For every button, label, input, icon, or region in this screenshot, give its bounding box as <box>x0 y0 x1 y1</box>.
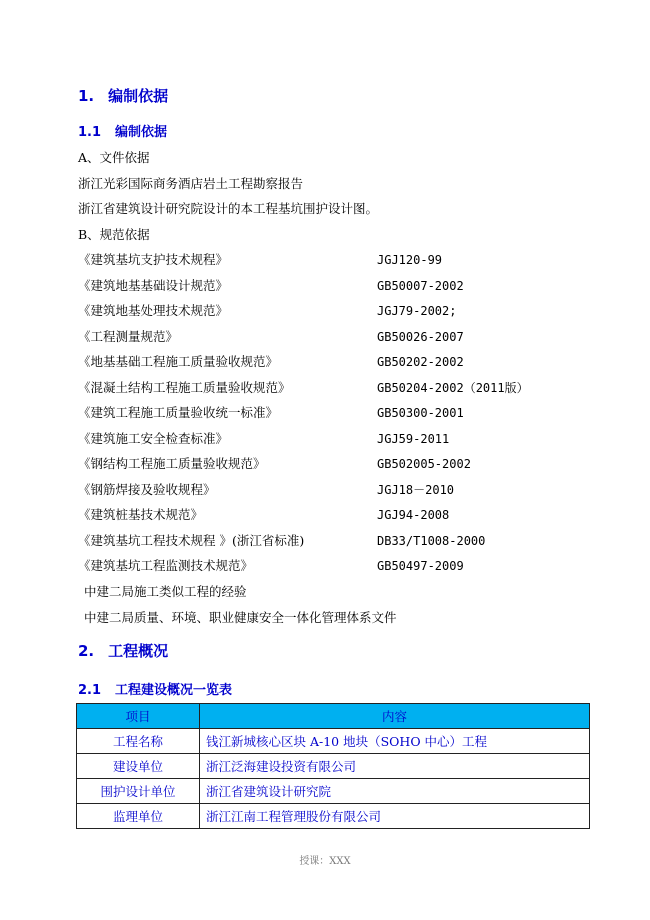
table-cell-label: 监理单位 <box>77 804 200 829</box>
spec-code: GB50026-2007 <box>377 330 464 344</box>
spec-title: 《钢筋焊接及验收规程》 <box>78 482 216 497</box>
spec-title: 《建筑桩基技术规范》 <box>78 507 204 522</box>
spec-code: GB502005-2002 <box>377 457 471 471</box>
section-1-title: 编制依据 <box>108 87 169 105</box>
spec-basis-heading: B、规范依据 <box>78 227 150 242</box>
spec-title: 《地基基础工程施工质量验收规范》 <box>78 354 279 369</box>
doc-item: 浙江光彩国际商务酒店岩土工程勘察报告 <box>78 176 304 191</box>
spec-code: GB50204-2002（2011版） <box>377 381 529 395</box>
spec-code: GB50497-2009 <box>377 559 464 573</box>
spec-title: 《建筑工程施工质量验收统一标准》 <box>78 405 279 420</box>
section-1-number: 1. <box>78 87 95 105</box>
spec-title: 《建筑施工安全检查标准》 <box>78 431 229 446</box>
table-header-row <box>77 704 590 729</box>
table-cell-label: 围护设计单位 <box>77 779 200 804</box>
spec-code: JGJ94-2008 <box>377 508 450 522</box>
section-1-heading <box>78 85 168 106</box>
reference-note: 中建二局施工类似工程的经验 <box>84 584 247 599</box>
spec-title: 《建筑基坑支护技术规程》 <box>78 252 229 267</box>
section-1-1-title: 编制依据 <box>115 125 168 140</box>
table-cell-label: 建设单位 <box>77 754 200 779</box>
spec-code: GB50007-2002 <box>377 279 464 293</box>
table-cell-value: 浙江省建筑设计研究院 <box>200 779 590 804</box>
reference-note: 中建二局质量、环境、职业健康安全一体化管理体系文件 <box>84 610 397 625</box>
table-row <box>77 729 590 754</box>
spec-code: GB50202-2002 <box>377 355 464 369</box>
table-cell-label: 工程名称 <box>77 729 200 754</box>
section-1-1-number: 1.1 <box>78 125 102 140</box>
table-header-content: 内容 <box>200 704 590 729</box>
spec-title: 《建筑基坑工程监测技术规范》 <box>78 558 254 573</box>
table-cell-value: 浙江泛海建设投资有限公司 <box>200 754 590 779</box>
spec-title: 《混凝土结构工程施工质量验收规范》 <box>78 380 291 395</box>
table-header-item: 项目 <box>77 704 200 729</box>
spec-title: 《钢结构工程施工质量验收规范》 <box>78 456 266 471</box>
doc-item: 浙江省建筑设计研究院设计的本工程基坑围护设计图。 <box>78 201 379 216</box>
spec-code: JGJ18－2010 <box>377 483 455 497</box>
doc-basis-heading: A、文件依据 <box>78 150 150 165</box>
table-row <box>77 754 590 779</box>
section-2-1-number: 2.1 <box>78 683 102 698</box>
spec-code: JGJ120-99 <box>377 253 443 267</box>
section-2-heading <box>78 640 168 661</box>
table-row <box>77 804 590 829</box>
spec-title: 《建筑基坑工程技术规程 》(浙江省标准) <box>78 533 305 548</box>
table-row <box>77 779 590 804</box>
spec-code: GB50300-2001 <box>377 406 464 420</box>
page-footer: 授课：XXX <box>299 856 351 867</box>
section-2-number: 2. <box>78 642 95 660</box>
section-2-title: 工程概况 <box>108 642 169 660</box>
spec-title: 《建筑地基处理技术规范》 <box>78 303 229 318</box>
section-2-1-heading <box>78 679 232 698</box>
spec-code: DB33/T1008-2000 <box>377 534 486 548</box>
spec-code: JGJ59-2011 <box>377 432 450 446</box>
spec-title: 《建筑地基基础设计规范》 <box>78 278 229 293</box>
section-1-1-heading <box>78 121 167 140</box>
table-cell-value: 浙江江南工程管理股份有限公司 <box>200 804 590 829</box>
project-overview-table <box>76 703 590 829</box>
spec-title: 《工程测量规范》 <box>78 329 179 344</box>
spec-code: JGJ79-2002; <box>377 304 457 318</box>
table-cell-value: 钱江新城核心区块 A-10 地块（SOHO 中心）工程 <box>200 729 590 754</box>
section-2-1-title: 工程建设概况一览表 <box>115 683 233 698</box>
